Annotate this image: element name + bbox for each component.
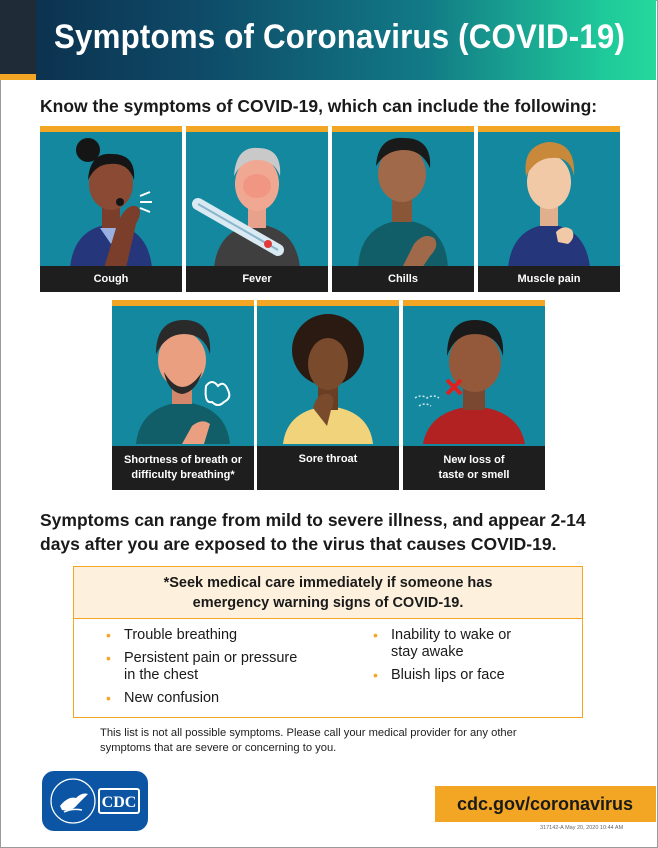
warning-list-right — [371, 627, 571, 690]
sore-throat-illustration-icon — [257, 306, 399, 444]
hhs-eagle-icon — [48, 776, 98, 826]
warning-list-left — [104, 627, 324, 713]
chills-illustration-icon — [332, 132, 474, 268]
muscle-pain-illustration-icon — [478, 132, 620, 268]
symptom-label: Shortness of breath or difficulty breathing* — [112, 446, 254, 490]
warning-item: • Trouble breathing — [104, 627, 324, 644]
cdc-wordmark: CDC — [98, 788, 140, 814]
page-title: Symptoms of Coronavirus (COVID-19) — [54, 18, 626, 56]
symptom-tile-loss-of-taste-smell — [403, 300, 545, 490]
symptom-label: Sore throat — [257, 446, 399, 490]
cdc-logo[interactable] — [42, 771, 148, 831]
header-accent-block — [0, 0, 36, 80]
warning-item: • Persistent pain or pressure in the chest — [104, 650, 324, 684]
warning-item: • Bluish lips or face — [371, 667, 571, 684]
warning-heading — [74, 567, 582, 619]
intro-heading: Know the symptoms of COVID-19, which can include the following: — [40, 96, 598, 116]
warning-heading-line2: emergency warning signs of COVID-19. — [192, 595, 464, 611]
symptom-tile-fever — [186, 126, 328, 292]
symptom-tile-muscle-pain — [478, 126, 620, 292]
symptom-label: Cough — [40, 266, 182, 292]
loss-of-taste-smell-illustration-icon — [403, 306, 545, 444]
symptom-label: New loss of taste or smell — [403, 446, 545, 490]
symptom-tile-chills — [332, 126, 474, 292]
header-banner — [0, 0, 656, 80]
website-url[interactable]: cdc.gov/coronavirus — [435, 786, 656, 822]
symptom-tile-cough — [40, 126, 182, 292]
emergency-warning-box — [73, 566, 583, 718]
document-code: 317142-A May 20, 2020 10:44 AM — [540, 825, 624, 831]
symptom-label: Fever — [186, 266, 328, 292]
disclaimer-note: This list is not all possible symptoms. Please call your medical provider for any other symptoms that are severe or concerning to you. — [100, 727, 517, 754]
warning-item: • New confusion — [104, 690, 324, 707]
warning-heading-line1: *Seek medical care immediately if someone has — [163, 575, 493, 591]
header-accent-line — [0, 74, 36, 80]
symptom-label: Chills — [332, 266, 474, 292]
symptom-label: Muscle pain — [478, 266, 620, 292]
symptom-tile-sore-throat — [257, 300, 399, 490]
fever-illustration-icon — [186, 132, 328, 268]
shortness-of-breath-illustration-icon — [112, 306, 254, 444]
symptom-tile-shortness-of-breath — [112, 300, 254, 490]
range-statement: Symptoms can range from mild to severe illness, and appear 2-14 days after you are exposed to the virus that causes COVID-19. — [40, 510, 586, 554]
warning-item: • Inability to wake or stay awake — [371, 627, 571, 661]
cough-illustration-icon — [40, 132, 182, 268]
